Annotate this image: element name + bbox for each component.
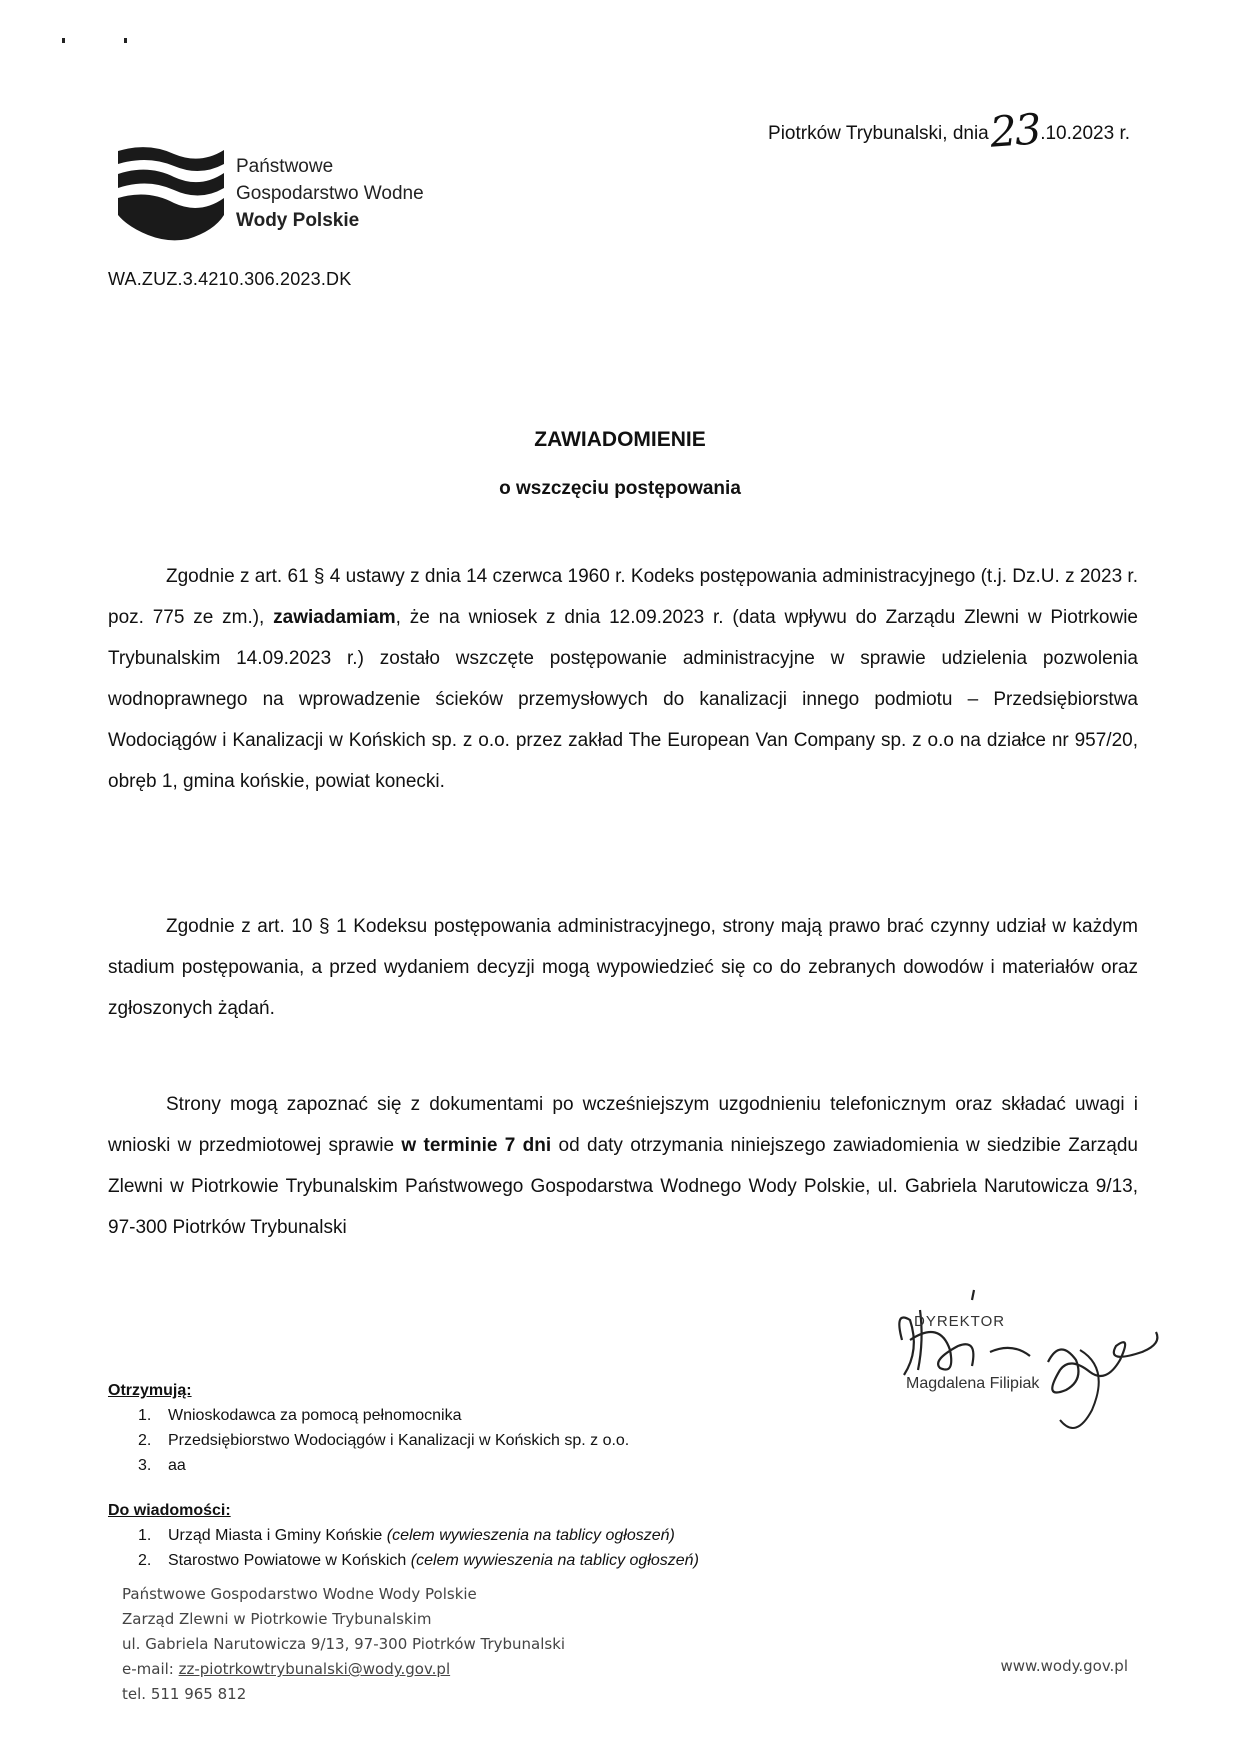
footer-line: ul. Gabriela Narutowicza 9/13, 97-300 Piotrków Trybunalski bbox=[122, 1635, 566, 1653]
list-item bbox=[108, 1428, 629, 1453]
list-item bbox=[108, 1548, 699, 1573]
scan-speck bbox=[124, 38, 127, 43]
paragraph-text: od daty otrzymania niniejszego zawiadomienia w siedzibie Zarządu Zlewni w Piotrkowie Trybunalskim Państwowego Gospodarstwa Wodnego Wody Polskie, ul. Gabriela Narutowicza 9/13, 97-300 Piotrków Trybunalski bbox=[108, 1135, 1139, 1238]
list-text: Wnioskodawca za pomocą pełnomocnika bbox=[168, 1407, 462, 1424]
notify-list bbox=[108, 1523, 699, 1573]
list-text-main: Starostwo Powiatowe w Końskich bbox=[168, 1552, 411, 1569]
paragraph-text: , że na wniosek z dnia 12.09.2023 r. (data wpływu do Zarządu Zlewni w Piotrkowie Trybunalskim 14.09.2023 r.) zostało wszczęte postępowanie administracyjne w sprawie udzielenia pozwolenia wodnoprawnego na wprowadzenie ścieków przemysłowych do kanalizacji innego podmiotu – Przedsiębiorstwa Wodociągów i Kanalizacji w Końskich sp. z o.o. przez zakład The European Van Company sp. z o.o na działce nr 957/20, obręb 1, gmina końskie, powiat konecki. bbox=[108, 607, 1138, 792]
notify-heading: Do wiadomości: bbox=[108, 1502, 231, 1519]
paragraph-text: Strony mogą zapoznać się z dokumentami po wcześniejszym uzgodnieniu telefonicznym oraz składać uwagi i wnioski w przedmiotowej sprawie bbox=[108, 1094, 1138, 1156]
list-text-note: (celem wywieszenia na tablicy ogłoszeń) bbox=[386, 1527, 675, 1544]
recipients-list bbox=[108, 1403, 629, 1478]
list-number: 3. bbox=[138, 1457, 152, 1474]
footer-website-link[interactable]: www.wody.gov.pl bbox=[1000, 1657, 1128, 1675]
signatory-name: Magdalena Filipiak bbox=[906, 1375, 1040, 1392]
wody-polskie-logo-icon bbox=[118, 145, 224, 243]
scan-speck bbox=[62, 38, 65, 43]
document-title: ZAWIADOMIENIE bbox=[534, 428, 706, 451]
list-number: 2. bbox=[138, 1552, 152, 1569]
paragraph-notice bbox=[108, 556, 1138, 802]
paragraph-rights: Zgodnie z art. 10 § 1 Kodeksu postępowania administracyjnego, strony mają prawo brać czynny udział w każdym stadium postępowania, a przed wydaniem decyzji mogą wypowiedzieć się co do zebranych dowodów i materiałów oraz zgłoszonych żądań. bbox=[108, 916, 1138, 1019]
email-label: e-mail: bbox=[122, 1660, 179, 1678]
handwritten-signature bbox=[880, 1280, 1170, 1450]
email-link[interactable]: zz-piotrkowtrybunalski@wody.gov.pl bbox=[178, 1660, 451, 1678]
list-number: 2. bbox=[138, 1432, 152, 1449]
paragraph-bold: w terminie 7 dni bbox=[401, 1135, 552, 1156]
list-number: 1. bbox=[138, 1407, 152, 1424]
logo-line: Państwowe bbox=[236, 156, 334, 177]
list-item bbox=[108, 1453, 629, 1478]
reference-number: WA.ZUZ.3.4210.306.2023.DK bbox=[108, 269, 352, 289]
list-number: 1. bbox=[138, 1527, 152, 1544]
footer-phone: tel. 511 965 812 bbox=[122, 1685, 247, 1703]
list-text: Przedsiębiorstwo Wodociągów i Kanalizacji w Końskich sp. z o.o. bbox=[168, 1432, 630, 1449]
footer-line: Zarząd Zlewni w Piotrkowie Trybunalskim bbox=[122, 1610, 432, 1628]
document-subtitle: o wszczęciu postępowania bbox=[499, 478, 741, 499]
document-date bbox=[768, 100, 1130, 157]
list-text-note: (celem wywieszenia na tablicy ogłoszeń) bbox=[410, 1552, 699, 1569]
date-suffix: .10.2023 r. bbox=[1040, 123, 1130, 144]
recipients-heading: Otrzymują: bbox=[108, 1382, 192, 1399]
signatory-title: DYREKTOR bbox=[914, 1313, 1006, 1330]
date-prefix: Piotrków Trybunalski, dnia bbox=[768, 123, 989, 144]
paragraph-text: Zgodnie z art. 61 § 4 ustawy z dnia 14 czerwca 1960 r. Kodeks postępowania administracyjnego (t.j. Dz.U. z 2023 r. poz. 775 ze zm.), bbox=[108, 566, 1138, 628]
list-text bbox=[168, 1552, 699, 1569]
list-item bbox=[108, 1403, 629, 1428]
logo-line: Gospodarstwo Wodne bbox=[236, 183, 424, 204]
list-item bbox=[108, 1523, 699, 1548]
logo-wordmark bbox=[236, 153, 424, 234]
footer-email-line bbox=[122, 1657, 565, 1682]
list-text: aa bbox=[168, 1457, 186, 1474]
recipients-block bbox=[108, 1378, 629, 1478]
footer-line: Państwowe Gospodarstwo Wodne Wody Polskie bbox=[122, 1585, 477, 1603]
notify-block bbox=[108, 1498, 699, 1573]
paragraph-bold: zawiadamiam bbox=[273, 607, 396, 628]
date-day-handwritten: 23 bbox=[988, 104, 1041, 157]
list-text-main: Urząd Miasta i Gminy Końskie bbox=[168, 1527, 387, 1544]
paragraph-deadline bbox=[108, 1084, 1138, 1248]
logo-line: Wody Polskie bbox=[236, 210, 360, 231]
list-text bbox=[168, 1527, 675, 1544]
footer-address bbox=[122, 1582, 565, 1707]
